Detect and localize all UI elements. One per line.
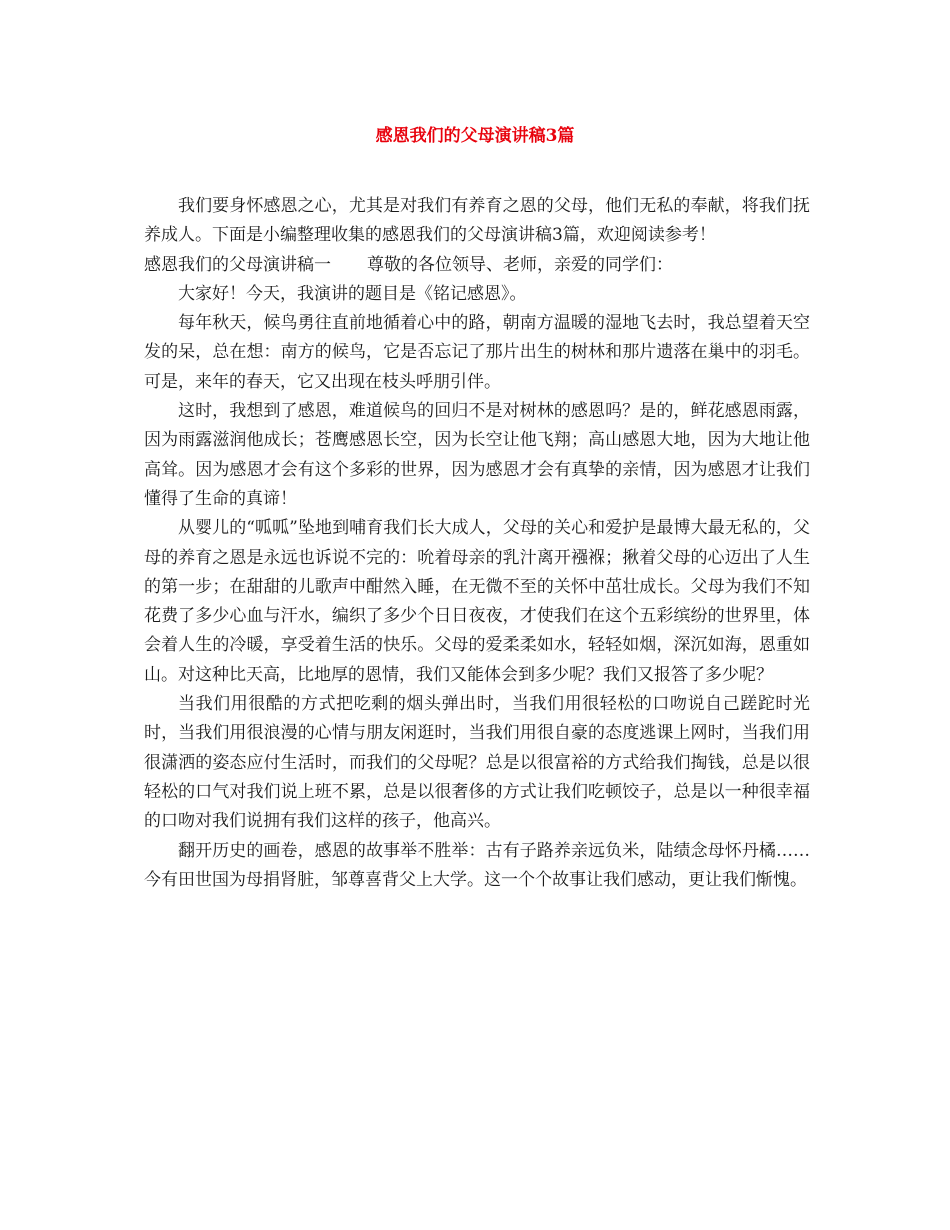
document-body <box>144 192 810 895</box>
salutation: 尊敬的各位领导、老师，亲爱的同学们： <box>367 254 673 275</box>
body-paragraph: 这时，我想到了感恩，难道候鸟的回归不是对树林的感恩吗？是的，鲜花感恩雨露，因为雨露滋润他成长；苍鹰感恩长空，因为长空让他飞翔；高山感恩大地，因为大地让他高耸。因为感恩才会有这个多彩的世界，因为感恩才会有真挚的亲情，因为感恩才让我们懂得了生命的真谛！ <box>144 401 810 509</box>
body-paragraph: 大家好！今天，我演讲的题目是《铭记感恩》。 <box>178 283 527 304</box>
section-heading: 感恩我们的父母演讲稿一 <box>144 254 331 275</box>
body-paragraph: 每年秋天，候鸟勇往直前地循着心中的路，朝南方温暖的湿地飞去时，我总望着天空发的呆，总在想：南方的候鸟，它是否忘记了那片出生的树林和那片遗落在巢中的羽毛。可是，来年的春天，它又出现在枝头呼朋引伴。 <box>144 313 810 392</box>
body-paragraph: 翻开历史的画卷，感恩的故事举不胜举：古有子路养亲远负米，陆绩念母怀丹橘……今有田世国为母捐肾脏，邹尊喜背父上大学。这一个个故事让我们感动，更让我们惭愧。 <box>144 840 810 890</box>
body-paragraph: 当我们用很酷的方式把吃剩的烟头弹出时，当我们用很轻松的口吻说自己蹉跎时光时，当我们用很浪漫的心情与朋友闲逛时，当我们用很自豪的态度逃课上网时，当我们用很潇洒的姿态应付生活时，而我们的父母呢？总是以很富裕的方式给我们掏钱，总是以很轻松的口气对我们说上班不累，总是以很奢侈的方式让我们吃顿饺子，总是以一种很幸福的口吻对我们说拥有我们这样的孩子，他高兴。 <box>144 694 810 832</box>
body-paragraph: 从婴儿的“呱呱”坠地到哺育我们长大成人，父母的关心和爱护是最博大最无私的，父母的养育之恩是永远也诉说不完的：吮着母亲的乳汁离开襁褓；揪着父母的心迈出了人生的第一步；在甜甜的儿歌声中酣然入睡，在无微不至的关怀中茁壮成长。父母为我们不知花费了多少心血与汗水，编织了多少个日日夜夜，才使我们在这个五彩缤纷的世界里，体会着人生的冷暖，享受着生活的快乐。父母的爱柔柔如水，轻轻如烟，深沉如海，恩重如山。对这种比天高，比地厚的恩情，我们又能体会到多少呢？我们又报答了多少呢？ <box>144 518 810 685</box>
section-heading-line <box>144 251 810 280</box>
intro-paragraph: 我们要身怀感恩之心，尤其是对我们有养育之恩的父母，他们无私的奉献，将我们抚养成人。下面是小编整理收集的感恩我们的父母演讲稿3篇，欢迎阅读参考！ <box>144 196 810 246</box>
document-title: 感恩我们的父母演讲稿3篇 <box>375 126 575 146</box>
